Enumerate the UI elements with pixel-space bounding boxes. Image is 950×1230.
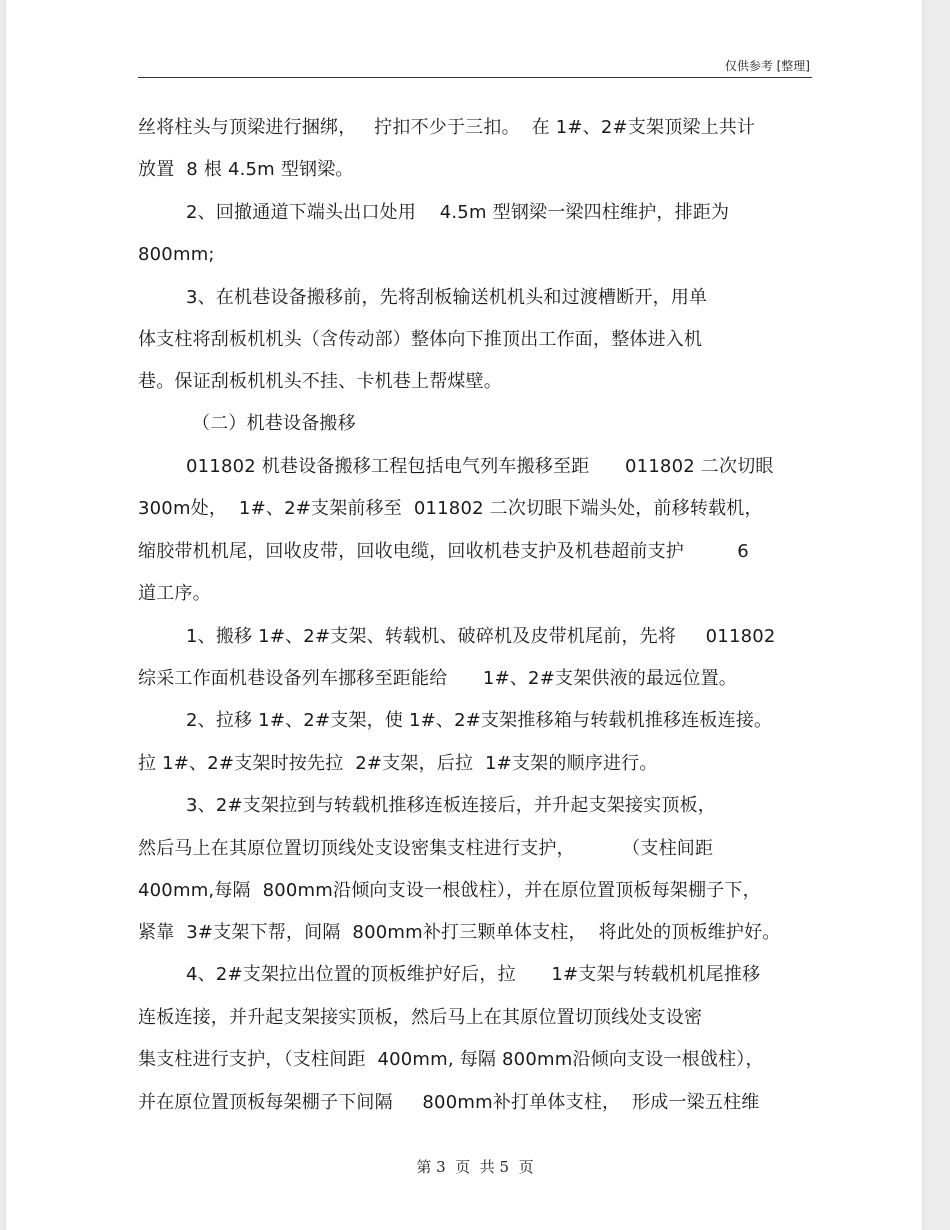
body-line: 丝将柱头与顶梁进行捆绑， 拧扣不少于三扣。 在 1#、2#支架顶梁上共计 bbox=[138, 117, 756, 138]
body-line: 紧靠 3#支架下帮，间隔 800mm补打三颗单体支柱， 将此处的顶板维护好。 bbox=[138, 922, 781, 943]
body-line: 2、拉移 1#、2#支架，使 1#、2#支架推移箱与转载机推移连板连接。 bbox=[186, 710, 773, 731]
body-line: 拉 1#、2#支架时按先拉 2#支架，后拉 1#支架的顺序进行。 bbox=[138, 753, 658, 774]
body-line: 体支柱将刮板机机头（含传动部）整体向下推顶出工作面，整体进入机 bbox=[138, 329, 703, 350]
document-page bbox=[6, 0, 922, 1230]
header-divider bbox=[138, 77, 812, 78]
body-line: 巷。保证刮板机机头不挂、卡机巷上帮煤壁。 bbox=[138, 371, 502, 392]
body-line: 800mm; bbox=[138, 244, 215, 265]
header-label: 仅供参考 [整理] bbox=[724, 59, 810, 73]
body-line: 4、2#支架拉出位置的顶板维护好后，拉 1#支架与转载机机尾推移 bbox=[186, 964, 761, 985]
body-line: 400mm,每隔 800mm沿倾向支设一根戗柱），并在原位置顶板每架棚子下， bbox=[138, 880, 761, 901]
page-number-footer: 第 3 页 共 5 页 bbox=[416, 1158, 534, 1176]
body-line: 缩胶带机机尾，回收皮带，回收电缆，回收机巷支护及机巷超前支护 6 bbox=[138, 541, 749, 562]
body-line: 集支柱进行支护，（支柱间距 400mm, 每隔 800mm沿倾向支设一根戗柱）， bbox=[138, 1049, 764, 1070]
body-line: 放置 8 根 4.5m 型钢梁。 bbox=[138, 159, 354, 180]
body-line: 综采工作面机巷设备列车挪移至距能给 1#、2#支架供液的最远位置。 bbox=[138, 668, 737, 689]
body-line: 3、2#支架拉到与转载机推移连板连接后，并升起支架接实顶板， bbox=[186, 795, 716, 816]
body-line: 并在原位置顶板每架棚子下间隔 800mm补打单体支柱， 形成一梁五柱维 bbox=[138, 1092, 760, 1113]
body-line: 连板连接，并升起支架接实顶板，然后马上在其原位置切顶线处支设密 bbox=[138, 1007, 703, 1028]
body-line: 然后马上在其原位置切顶线处支设密集支柱进行支护， （支柱间距 bbox=[138, 838, 714, 859]
body-line: 道工序。 bbox=[138, 583, 211, 604]
body-line: 300m处， 1#、2#支架前移至 011802 二次切眼下端头处，前移转载机， bbox=[138, 498, 763, 519]
body-line: 3、在机巷设备搬移前，先将刮板输送机机头和过渡槽断开，用单 bbox=[186, 287, 708, 308]
body-line: 011802 机巷设备搬移工程包括电气列车搬移至距 011802 二次切眼 bbox=[186, 456, 774, 477]
body-line: 2、回撤通道下端头出口处用 4.5m 型钢梁一梁四柱维护，排距为 bbox=[186, 202, 730, 223]
body-line: 1、搬移 1#、2#支架、转载机、破碎机及皮带机尾前，先将 011802 bbox=[186, 626, 776, 647]
section-heading: （二）机巷设备搬移 bbox=[192, 413, 356, 434]
